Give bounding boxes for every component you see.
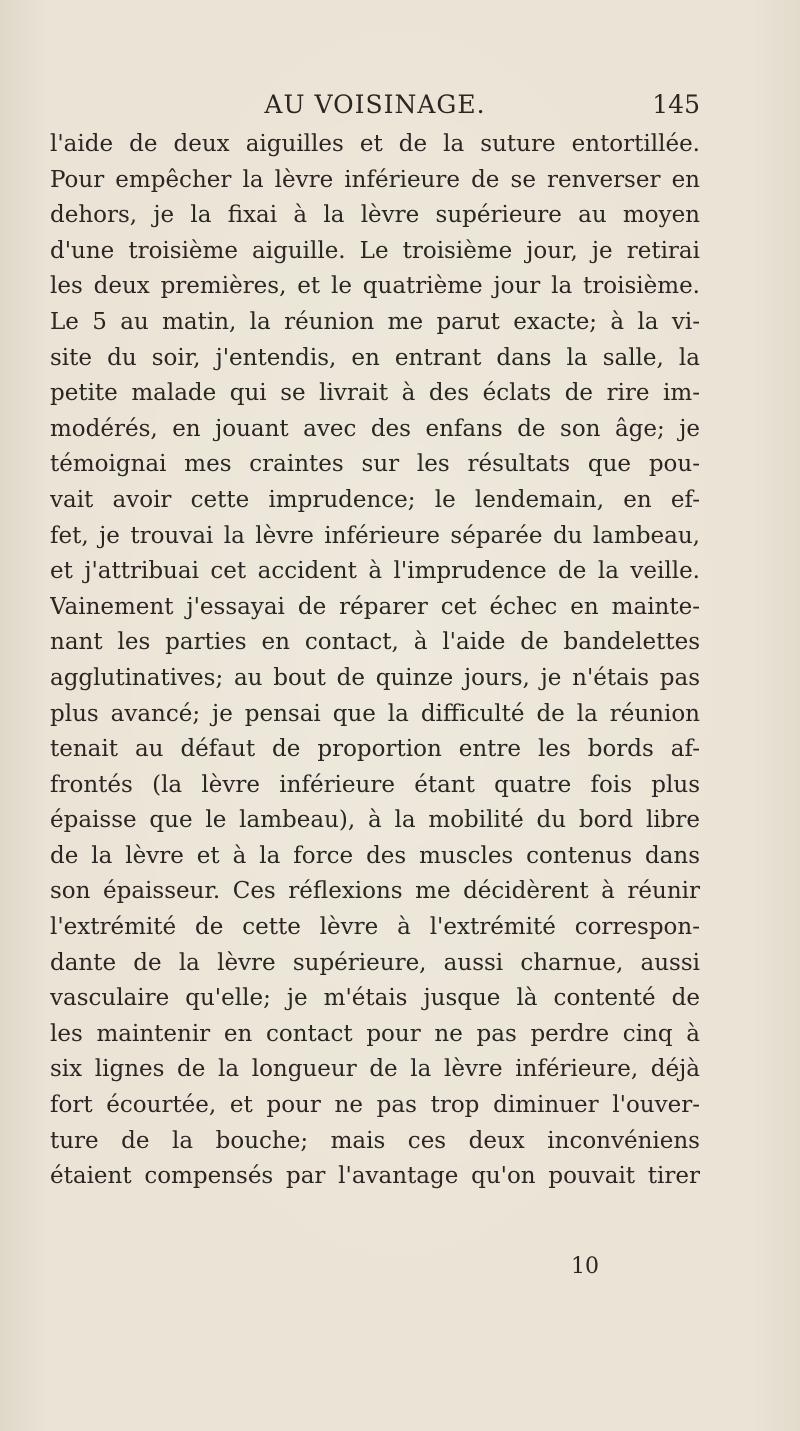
text-line: épaisse que le lambeau), à la mobilité du bord libre	[50, 807, 700, 834]
text-line: ture de la bouche; mais ces deux inconvéniens	[50, 1127, 700, 1154]
text-line: nant les parties en contact, à l'aide de bandelettes	[50, 629, 700, 656]
text-line: fet, je trouvai la lèvre inférieure séparée du lambeau,	[50, 522, 700, 549]
page-number: 145	[652, 90, 700, 119]
text-line: modérés, en jouant avec des enfans de son âge; je	[50, 415, 700, 442]
text-line: tenait au défaut de proportion entre les bords af-	[50, 736, 700, 763]
text-line: témoignai mes craintes sur les résultats que pou-	[50, 451, 700, 478]
text-line: vait avoir cette imprudence; le lendemain, en ef-	[50, 486, 700, 513]
text-line: six lignes de la longueur de la lèvre inférieure, déjà	[50, 1056, 700, 1083]
text-line: d'une troisième aiguille. Le troisième jour, je retirai	[50, 237, 700, 264]
text-line: les deux premières, et le quatrième jour la troisième.	[50, 273, 700, 300]
text-line: fort écourtée, et pour ne pas trop diminuer l'ouver-	[50, 1092, 700, 1119]
text-line: Vainement j'essayai de réparer cet échec en mainte-	[50, 593, 700, 620]
text-line: de la lèvre et à la force des muscles contenus dans	[50, 842, 700, 869]
text-line: dehors, je la fixai à la lèvre supérieure au moyen	[50, 202, 700, 229]
text-line: son épaisseur. Ces réflexions me décidèrent à réunir	[50, 878, 700, 905]
text-line: frontés (la lèvre inférieure étant quatre fois plus	[50, 771, 700, 798]
text-line: les maintenir en contact pour ne pas perdre cinq à	[50, 1020, 700, 1047]
body-text	[50, 127, 700, 1195]
running-head	[50, 88, 700, 122]
text-line: l'aide de deux aiguilles et de la suture entortillée.	[50, 131, 700, 157]
signature-mark: 10	[571, 1254, 599, 1279]
text-line: petite malade qui se livrait à des éclats de rire im-	[50, 380, 700, 407]
text-line: plus avancé; je pensai que la difficulté de la réunion	[50, 700, 700, 727]
running-title: AU VOISINAGE.	[264, 90, 486, 119]
text-line: et j'attribuai cet accident à l'imprudence de la veille.	[50, 558, 700, 585]
text-line: l'extrémité de cette lèvre à l'extrémité correspon-	[50, 914, 700, 941]
text-line: Pour empêcher la lèvre inférieure de se renverser en	[50, 166, 700, 193]
text-line: étaient compensés par l'avantage qu'on pouvait tirer	[50, 1163, 700, 1190]
text-line: site du soir, j'entendis, en entrant dans la salle, la	[50, 344, 700, 371]
text-line: agglutinatives; au bout de quinze jours, je n'étais pas	[50, 664, 700, 691]
text-line: vasculaire qu'elle; je m'étais jusque là contenté de	[50, 985, 700, 1012]
text-line: dante de la lèvre supérieure, aussi charnue, aussi	[50, 949, 700, 976]
text-line: Le 5 au matin, la réunion me parut exacte; à la vi-	[50, 308, 700, 335]
